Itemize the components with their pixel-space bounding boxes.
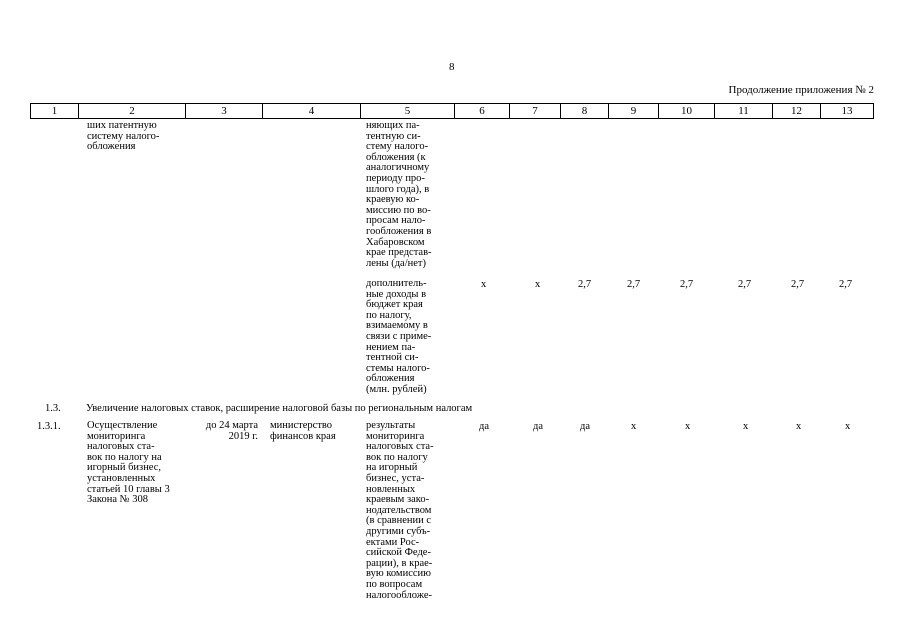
- text-line: налоговых ста-: [366, 441, 434, 453]
- text-line: другими субъ-: [366, 525, 431, 537]
- text-line: Хабаровском: [366, 236, 425, 248]
- text-line: стему налого-: [366, 141, 429, 153]
- text-line: 2019 г.: [228, 430, 258, 442]
- row-c-col8: да: [580, 421, 591, 432]
- col-header: 6: [455, 104, 510, 119]
- column-header-table: [30, 103, 874, 119]
- text-line: налоговых ста-: [87, 441, 155, 453]
- text-line: обложения: [87, 141, 136, 153]
- text-line: установленных: [87, 472, 156, 484]
- row-c-col11: х: [743, 421, 749, 432]
- col-header: 7: [510, 104, 561, 119]
- text-line: миссию по во-: [366, 204, 431, 216]
- row-b-col8: 2,7: [578, 279, 592, 290]
- text-line: няющих па-: [366, 120, 420, 131]
- col-header: 8: [561, 104, 609, 119]
- text-line: шлого года), в: [366, 183, 430, 195]
- col-header: 5: [361, 104, 455, 119]
- text-line: бизнес, уста-: [366, 472, 425, 484]
- text-line: обложения (к: [366, 151, 426, 163]
- text-line: крае представ-: [366, 247, 432, 259]
- row-c-col3: [190, 421, 258, 442]
- col-header: 13: [821, 104, 874, 119]
- row-b-col12: 2,7: [791, 279, 805, 290]
- text-line: результаты: [366, 420, 416, 431]
- text-line: аналогичному: [366, 162, 430, 174]
- text-line: финансов края: [270, 430, 336, 442]
- text-line: стемы налого-: [366, 362, 430, 374]
- text-line: вую комиссию: [366, 568, 431, 580]
- row-c-col5: [366, 421, 434, 601]
- row-b-col11: 2,7: [738, 279, 752, 290]
- text-line: ших патентную: [87, 120, 157, 131]
- row-b-col6: х: [481, 279, 487, 290]
- text-line: взимаемому в: [366, 320, 428, 332]
- row-c-col6: да: [479, 421, 490, 432]
- text-line: просам нало-: [366, 215, 426, 227]
- row-b-col10: 2,7: [680, 279, 694, 290]
- text-line: Осуществление: [87, 420, 158, 431]
- text-line: на игорный: [366, 462, 418, 474]
- row-c-col12: х: [796, 421, 802, 432]
- row-a-col5: [366, 121, 432, 269]
- row-b-col9: 2,7: [627, 279, 641, 290]
- text-line: тентную си-: [366, 130, 421, 142]
- text-line: (в сравнении с: [366, 515, 432, 527]
- col-header: 3: [186, 104, 263, 119]
- col-header: 1: [31, 104, 79, 119]
- row-c-col13: х: [845, 421, 851, 432]
- text-line: краевую ко-: [366, 194, 420, 206]
- text-line: игорный бизнес,: [87, 462, 162, 474]
- row-b-col5: [366, 279, 431, 396]
- continuation-label: Продолжение приложения № 2: [728, 84, 874, 96]
- text-line: ные доходы в: [366, 288, 427, 300]
- text-line: статьей 10 главы 3: [87, 483, 170, 495]
- text-line: тентной си-: [366, 352, 419, 364]
- row-a-col2: [87, 121, 159, 153]
- text-line: гообложения в: [366, 225, 432, 237]
- row-b-col7: х: [535, 279, 541, 290]
- text-line: Закона № 308: [87, 494, 149, 506]
- page-number: 8: [449, 61, 455, 73]
- text-line: новленных: [366, 483, 416, 495]
- text-line: мониторинга: [87, 430, 146, 442]
- col-header: 10: [659, 104, 715, 119]
- col-header: 2: [79, 104, 186, 119]
- row-c-col7: да: [533, 421, 544, 432]
- text-line: периоду про-: [366, 172, 425, 184]
- row-c-col4: [270, 421, 336, 442]
- text-line: по налогу,: [366, 309, 412, 321]
- text-line: рации), в крае-: [366, 557, 433, 569]
- text-line: лены (да/нет): [366, 257, 426, 269]
- col-header: 11: [715, 104, 773, 119]
- text-line: по вопросам: [366, 578, 423, 590]
- text-line: (млн. рублей): [366, 383, 427, 395]
- row-c-col9: х: [631, 421, 637, 432]
- text-line: до 24 марта: [205, 420, 258, 431]
- text-line: обложения: [366, 373, 415, 385]
- row-c-col10: х: [685, 421, 691, 432]
- col-header: 4: [263, 104, 361, 119]
- text-line: вок по налогу: [366, 451, 428, 463]
- col-header: 9: [609, 104, 659, 119]
- text-line: нодательством: [366, 504, 432, 516]
- text-line: дополнитель-: [366, 278, 427, 289]
- text-line: министерство: [270, 420, 333, 431]
- col-header: 12: [773, 104, 821, 119]
- text-line: бюджет края: [366, 299, 423, 311]
- text-line: краевым зако-: [366, 494, 430, 506]
- text-line: мониторинга: [366, 430, 425, 442]
- text-line: ектами Рос-: [366, 536, 420, 548]
- text-line: налогообложе-: [366, 589, 432, 601]
- text-line: связи с приме-: [366, 330, 432, 342]
- section-number: 1.3.: [45, 403, 61, 414]
- item-number: 1.3.1.: [37, 421, 61, 432]
- text-line: сийской Феде-: [366, 547, 431, 559]
- text-line: систему налого-: [87, 130, 160, 142]
- column-header-row: [31, 104, 874, 119]
- text-line: нением па-: [366, 341, 416, 353]
- row-c-col2: [87, 421, 170, 506]
- section-title: Увеличение налоговых ставок, расширение налоговой базы по региональным налогам: [86, 403, 473, 414]
- row-b-col13: 2,7: [839, 279, 853, 290]
- text-line: вок по налогу на: [87, 451, 162, 463]
